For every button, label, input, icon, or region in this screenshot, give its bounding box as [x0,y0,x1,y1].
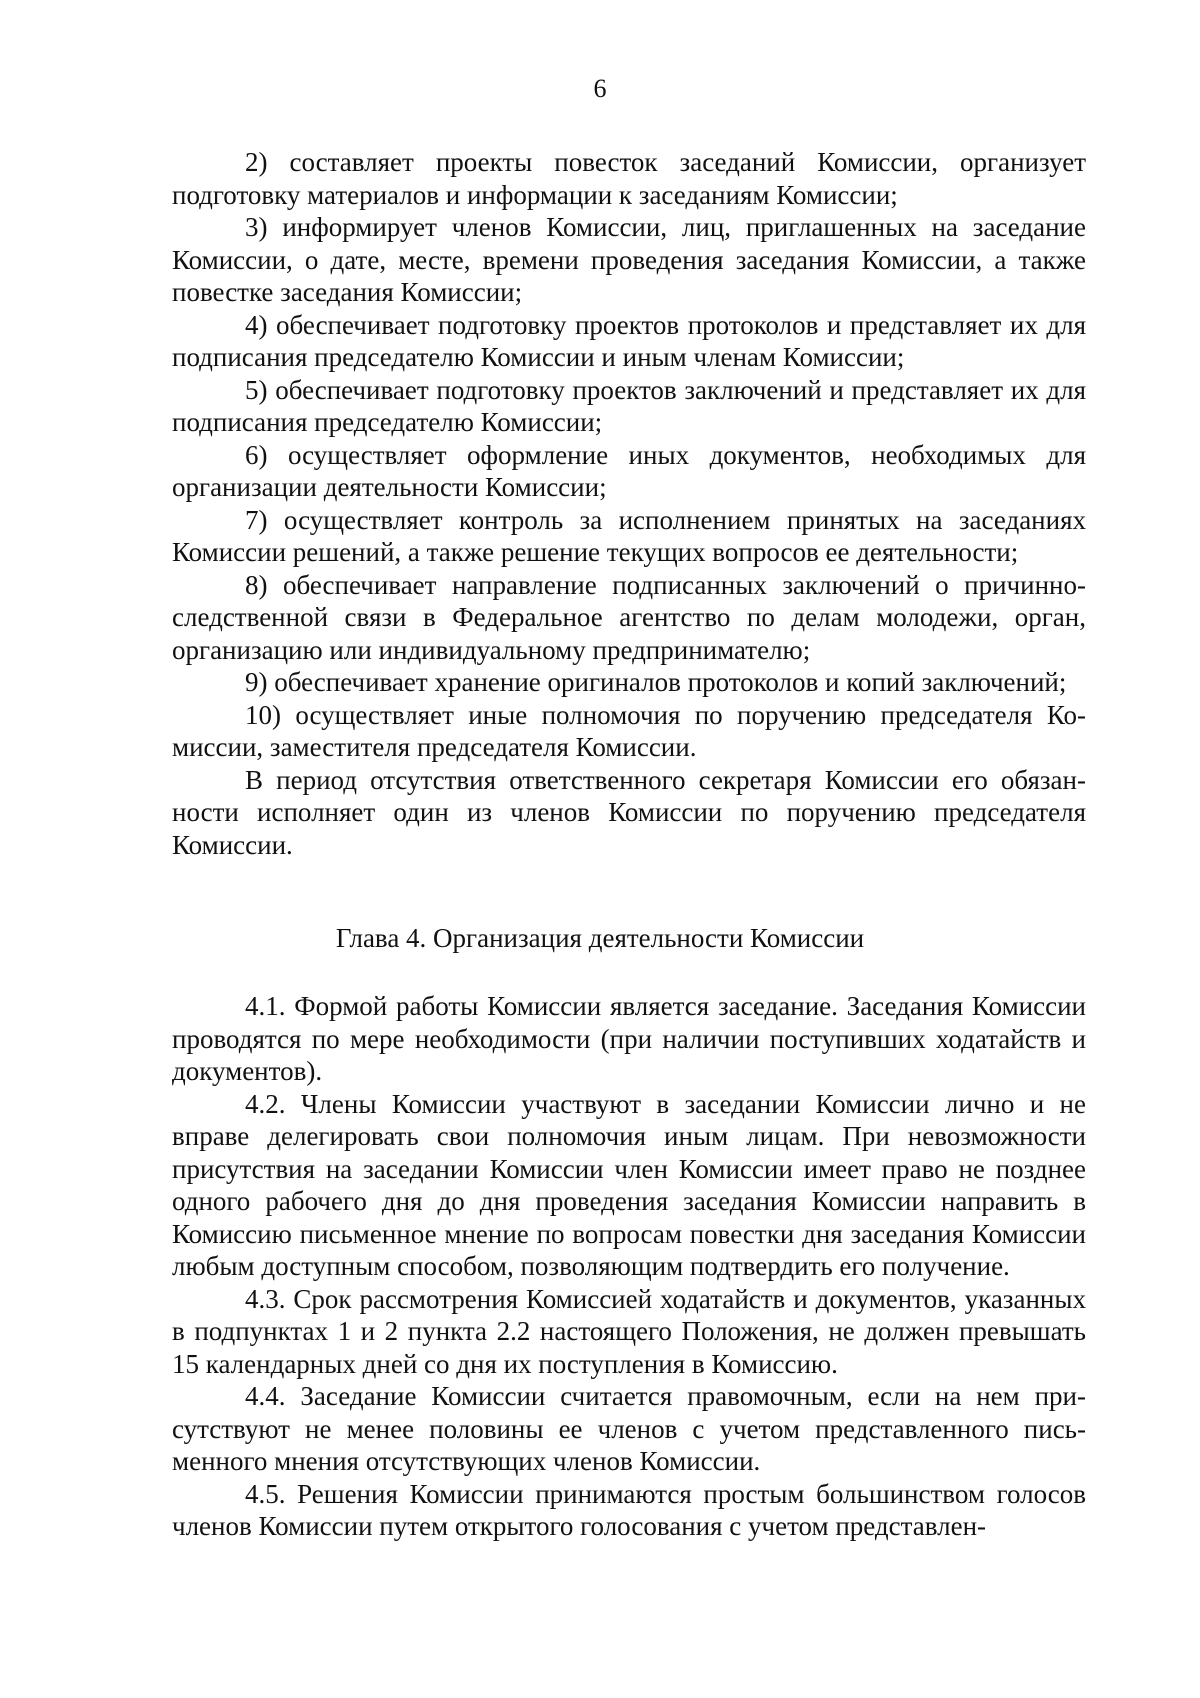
paragraph-4-4: 4.4. Заседание Комиссии считается правомочным, если на нем присутствуют не менее половины ее членов с учетом представленного письменного мнения отсутствующих членов Комиссии. [172,1381,1086,1476]
paragraph-duty-7: 7) осуществляет контроль за исполнением принятых на заседаниях Комиссии решений, а также решение текущих вопросов ее деятельности; [172,504,1086,567]
paragraph-4-1: 4.1. Формой работы Комиссии является заседание. Заседания Комиссии проводятся по мере необходимости (при наличии поступивших ходатайств и документов). [172,991,1086,1086]
chapter-4-body [172,990,1086,1543]
paragraph-secretary-absence: В период отсутствия ответственного секретаря Комиссии его обязанности исполняет один из членов Комиссии по поручению председателя Комиссии. [172,764,1086,860]
paragraph-4-5: 4.5. Решения Комиссии принимаются простым большинством голосов членов Комиссии путем открытого голосования с учетом представлен- [172,1478,1086,1541]
duties-list [172,146,1086,861]
paragraph-4-2: 4.2. Члены Комиссии участвуют в заседании Комиссии лично и не вправе делегировать свои полномочия иным лицам. При невозможности присутствия на заседании Комиссии член Комиссии имеет право не позднее одного рабочего дня до дня проведения заседания Комиссии направить в Комиссию письменное мнение по вопросам повестки дня заседания Комиссии любым доступным способом, позволяющим подтвердить его получение. [172,1088,1086,1281]
paragraph-duty-8: 8) обеспечивает направление подписанных заключений о причинно-следственной связи в Федеральное агентство по делам молодежи, орган, организацию или индивидуальному предпринимателю; [172,569,1086,665]
page-number: 6 [593,74,607,103]
paragraph-duty-10: 10) осуществляет иные полномочия по поручению председателя Комиссии, заместителя председателя Комиссии. [172,699,1086,762]
paragraph-duty-6: 6) осуществляет оформление иных документов, необходимых для организации деятельности Комиссии; [172,439,1086,502]
paragraph-duty-2: 2) составляет проекты повесток заседаний Комиссии, организует подготовку материалов и информации к заседаниям Комиссии; [172,147,1086,210]
paragraph-4-3: 4.3. Срок рассмотрения Комиссией ходатайств и документов, указанных в подпунктах 1 и 2 пункта 2.2 настоящего Положения, не должен превышать 15 календарных дней со дня их поступления в Комиссию. [172,1283,1086,1379]
paragraph-duty-3: 3) информирует членов Комиссии, лиц, приглашенных на заседание Комиссии, о дате, месте, времени проведения заседания Комиссии, а также повестке заседания Комиссии; [172,212,1086,307]
paragraph-duty-5: 5) обеспечивает подготовку проектов заключений и представляет их для подписания председателю Комиссии; [172,374,1086,437]
chapter-heading: Глава 4. Организация деятельности Комиссии [335,923,865,953]
paragraph-duty-9: 9) обеспечивает хранение оригиналов протоколов и копий заключений; [245,667,1067,697]
paragraph-duty-4: 4) обеспечивает подготовку проектов протоколов и представляет их для подписания председателю Комиссии и иным членам Комиссии; [172,309,1086,372]
